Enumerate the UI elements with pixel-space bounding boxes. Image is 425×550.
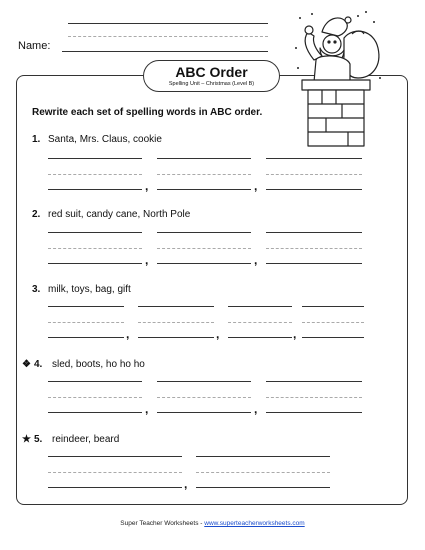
answer-top-line bbox=[157, 158, 251, 159]
answer-line[interactable] bbox=[228, 337, 292, 338]
answer-guide-line bbox=[48, 248, 142, 249]
answer-line[interactable] bbox=[196, 487, 330, 488]
comma: , bbox=[145, 253, 149, 267]
answer-line[interactable] bbox=[157, 263, 251, 264]
answer-top-line bbox=[138, 306, 214, 307]
answer-top-line bbox=[266, 158, 362, 159]
answer-guide-line bbox=[157, 174, 251, 175]
answer-line[interactable] bbox=[48, 263, 142, 264]
question-number: 4. bbox=[34, 359, 43, 370]
answer-guide-line bbox=[48, 472, 182, 473]
answer-line[interactable] bbox=[302, 337, 364, 338]
question-number: 2. bbox=[32, 209, 41, 220]
question-prefix-icon: ❖ bbox=[22, 359, 31, 370]
answer-guide-line bbox=[157, 248, 251, 249]
answer-top-line bbox=[157, 381, 251, 382]
answer-line[interactable] bbox=[157, 189, 251, 190]
footer bbox=[0, 520, 425, 527]
answer-line[interactable] bbox=[48, 337, 124, 338]
santa-in-chimney-icon bbox=[292, 8, 384, 148]
question-words: reindeer, beard bbox=[52, 434, 120, 445]
answer-guide-line bbox=[266, 174, 362, 175]
answer-guide-line bbox=[48, 322, 124, 323]
question-words: sled, boots, ho ho ho bbox=[52, 359, 145, 370]
instructions: Rewrite each set of spelling words in ABC order. bbox=[32, 107, 263, 118]
question-number: 5. bbox=[34, 434, 43, 445]
answer-guide-line bbox=[196, 472, 330, 473]
question-prefix-icon: ★ bbox=[22, 434, 31, 445]
answer-guide-line bbox=[266, 397, 362, 398]
comma: , bbox=[126, 327, 130, 341]
answer-line[interactable] bbox=[48, 487, 182, 488]
comma: , bbox=[145, 179, 149, 193]
answer-guide-line bbox=[48, 397, 142, 398]
question-number: 3. bbox=[32, 284, 41, 295]
answer-line[interactable] bbox=[48, 189, 142, 190]
name-label: Name: bbox=[18, 40, 51, 52]
answer-line[interactable] bbox=[138, 337, 214, 338]
answer-guide-line bbox=[48, 174, 142, 175]
answer-guide-line bbox=[157, 397, 251, 398]
answer-top-line bbox=[48, 456, 182, 457]
answer-top-line bbox=[228, 306, 292, 307]
answer-line[interactable] bbox=[48, 412, 142, 413]
question-words: red suit, candy cane, North Pole bbox=[48, 209, 191, 220]
top-line bbox=[68, 23, 268, 24]
answer-top-line bbox=[48, 381, 142, 382]
answer-top-line bbox=[48, 232, 142, 233]
answer-guide-line bbox=[302, 322, 364, 323]
answer-top-line bbox=[196, 456, 330, 457]
answer-top-line bbox=[302, 306, 364, 307]
comma: , bbox=[216, 327, 220, 341]
worksheet-subtitle: Spelling Unit – Christmas (Level B) bbox=[168, 81, 255, 87]
comma: , bbox=[254, 253, 258, 267]
top-guide-line bbox=[68, 36, 268, 37]
answer-top-line bbox=[266, 381, 362, 382]
question-number: 1. bbox=[32, 134, 41, 145]
answer-top-line bbox=[48, 158, 142, 159]
comma: , bbox=[293, 327, 297, 341]
question-words: milk, toys, bag, gift bbox=[48, 284, 131, 295]
answer-line[interactable] bbox=[266, 412, 362, 413]
comma: , bbox=[254, 179, 258, 193]
answer-guide-line bbox=[138, 322, 214, 323]
comma: , bbox=[254, 402, 258, 416]
answer-line[interactable] bbox=[266, 189, 362, 190]
answer-top-line bbox=[266, 232, 362, 233]
question-words: Santa, Mrs. Claus, cookie bbox=[48, 134, 162, 145]
answer-guide-line bbox=[228, 322, 292, 323]
footer-link[interactable]: www.superteacherworksheets.com bbox=[204, 520, 305, 527]
name-line[interactable] bbox=[62, 51, 268, 52]
worksheet-title: ABC Order bbox=[175, 64, 248, 80]
comma: , bbox=[145, 402, 149, 416]
comma: , bbox=[184, 477, 188, 491]
title-box bbox=[143, 60, 280, 92]
footer-brand: Super Teacher Worksheets - bbox=[120, 520, 203, 527]
answer-top-line bbox=[157, 232, 251, 233]
answer-guide-line bbox=[266, 248, 362, 249]
answer-line[interactable] bbox=[266, 263, 362, 264]
answer-top-line bbox=[48, 306, 124, 307]
answer-line[interactable] bbox=[157, 412, 251, 413]
